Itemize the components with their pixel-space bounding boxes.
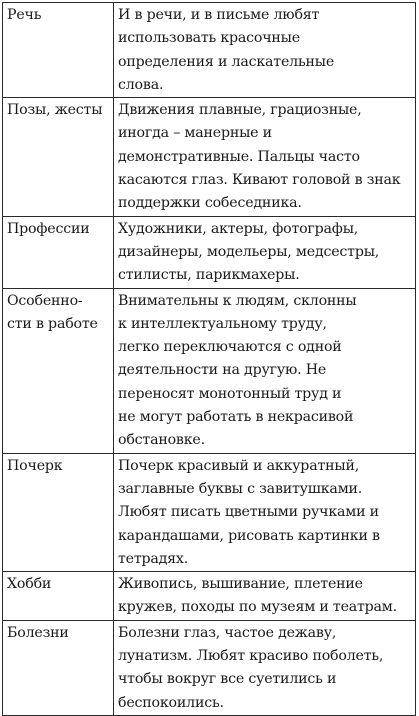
table-row-work-features	[3, 288, 416, 453]
description-line: демонстративные. Пальцы часто	[118, 148, 360, 165]
row-description	[114, 572, 416, 621]
row-label	[3, 453, 114, 571]
description-line: обстановке.	[118, 432, 205, 449]
description-line: беспокоились.	[118, 694, 224, 711]
row-label	[3, 3, 114, 98]
traits-table	[2, 2, 416, 716]
row-label-text: Особенно-	[7, 292, 83, 309]
description-line: использовать красочные	[118, 30, 300, 47]
description-line: чтобы вокруг все суетились и	[118, 671, 337, 688]
description-line: переносят монотонный труд и	[118, 385, 342, 402]
row-label-text: Профессии	[7, 220, 90, 237]
row-description	[114, 216, 416, 288]
description-line: иногда – манерные и	[118, 125, 272, 142]
row-label	[3, 620, 114, 715]
description-line: заглавные буквы с завитушками.	[118, 480, 363, 497]
description-line: кружев, походы по музеям и театрам.	[118, 599, 397, 616]
table-row-gestures	[3, 98, 416, 216]
description-line: Почерк красивый и аккуратный,	[118, 457, 360, 474]
description-line: Внимательны к людям, склонны	[118, 292, 357, 309]
row-label-text: Хобби	[7, 576, 52, 593]
row-label	[3, 98, 114, 216]
row-label-text: Болезни	[7, 624, 69, 641]
description-line: стилисты, парикмахеры.	[118, 267, 300, 284]
description-line: Художники, актеры, фотографы,	[118, 220, 359, 237]
description-line: Болезни глаз, частое дежаву,	[118, 624, 337, 641]
description-line: слова.	[118, 76, 164, 93]
row-label-text: сти в работе	[7, 315, 98, 332]
description-line: деятельности на другую. Не	[118, 362, 327, 379]
description-line: поддержки собеседника.	[118, 195, 302, 212]
description-line: определения и ласкательные	[118, 53, 335, 70]
row-label-text: Речь	[7, 7, 42, 23]
row-description	[114, 453, 416, 571]
description-line: Любят писать цветными ручками и	[118, 504, 379, 521]
description-line: Живопись, вышивание, плетение	[118, 576, 363, 593]
table-row-professions	[3, 216, 416, 288]
row-label-text: Почерк	[7, 457, 63, 474]
row-description	[114, 3, 416, 98]
description-line: касаются глаз. Кивают головой в знак	[118, 172, 401, 189]
description-line: дизайнеры, модельеры, медсестры,	[118, 243, 380, 260]
description-line: И в речи, и в письме любят	[118, 7, 320, 23]
description-line: тетрадях.	[118, 550, 189, 567]
row-label	[3, 288, 114, 453]
description-line: карандашами, рисовать картинки в	[118, 527, 380, 544]
table-row-diseases	[3, 620, 416, 715]
description-line: Движения плавные, грациозные,	[118, 102, 362, 119]
row-description	[114, 98, 416, 216]
description-line: лунатизм. Любят красиво поболеть,	[118, 648, 384, 665]
row-label	[3, 216, 114, 288]
row-description	[114, 288, 416, 453]
table-row-speech	[3, 3, 416, 98]
row-description	[114, 620, 416, 715]
table-row-hobby	[3, 572, 416, 621]
description-line: к интеллектуальному труду,	[118, 315, 327, 332]
row-label	[3, 572, 114, 621]
description-line: не могут работать в некрасивой	[118, 409, 354, 426]
description-line: легко переключаются с одной	[118, 339, 342, 356]
table-row-handwriting	[3, 453, 416, 571]
row-label-text: Позы, жесты	[7, 102, 103, 119]
